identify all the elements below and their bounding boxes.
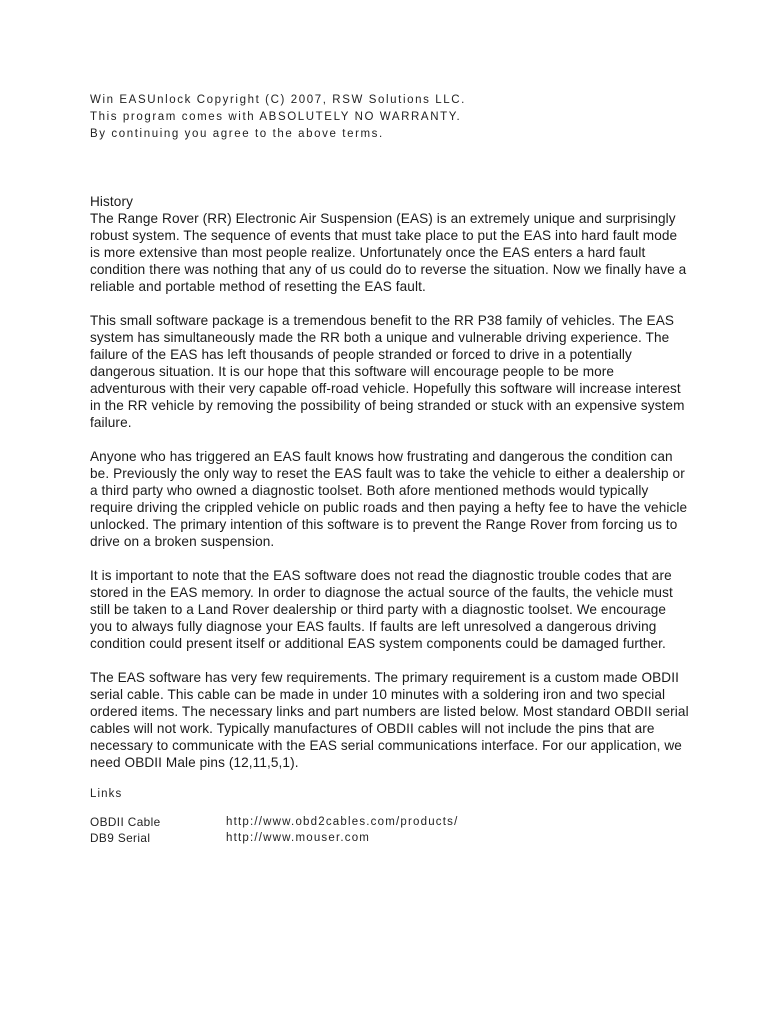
link-row xyxy=(90,830,690,846)
terms-line: By continuing you agree to the above terms. xyxy=(90,128,384,140)
history-heading: History xyxy=(90,194,133,209)
link-name: OBDII Cable xyxy=(90,815,161,829)
history-paragraph: The Range Rover (RR) Electronic Air Suspension (EAS) is an extremely unique and surprisingly robust system. The sequence of events that must take place to put the EAS into hard fault mode is more extensive than most people realize. Unfortunately once the EAS enters a hard fault condition there was nothing that any of us could do to reverse the situation. Now we finally have a reliable and portable method of resetting the EAS fault. xyxy=(90,211,687,294)
history-paragraph: Anyone who has triggered an EAS fault knows how frustrating and dangerous the condition can be. Previously the only way to reset the EAS fault was to take the vehicle to either a dealership or a third party who owned a diagnostic toolset. Both afore mentioned methods would typically require driving the crippled vehicle on public roads and then paying a hefty fee to have the vehicle unlocked. The primary intention of this software is to prevent the Range Rover from forcing us to drive on a broken suspension. xyxy=(90,449,688,549)
warranty-line: This program comes with ABSOLUTELY NO WARRANTY. xyxy=(90,111,462,123)
history-paragraph: It is important to note that the EAS software does not read the diagnostic trouble codes that are stored in the EAS memory. In order to diagnose the actual source of the faults, the vehicle must still be taken to a Land Rover dealership or third party with a diagnostic toolset. We encourage you to always fully diagnose your EAS faults. If faults are left unresolved a dangerous driving condition could present itself or additional EAS system components could be damaged further. xyxy=(90,568,673,651)
copyright-line: Win EASUnlock Copyright (C) 2007, RSW Solutions LLC. xyxy=(90,94,466,106)
link-url[interactable]: http://www.obd2cables.com/products/ xyxy=(226,816,459,828)
links-section xyxy=(90,788,690,846)
history-paragraph: The EAS software has very few requirements. The primary requirement is a custom made OBDII serial cable. This cable can be made in under 10 minutes with a soldering iron and two special ordered items. The necessary links and part numbers are listed below. Most standard OBDII serial cables will not work. Typically manufactures of OBDII cables will not include the pins that are necessary to communicate with the EAS serial communications interface. For our application, we need OBDII Male pins (12,11,5,1). xyxy=(90,670,689,770)
document-page xyxy=(90,92,690,846)
link-url[interactable]: http://www.mouser.com xyxy=(226,832,371,844)
history-section xyxy=(90,193,690,771)
link-name: DB9 Serial xyxy=(90,831,151,845)
history-paragraph: This small software package is a tremendous benefit to the RR P38 family of vehicles. The EAS system has simultaneously made the RR both a unique and vulnerable driving experience. The failure of the EAS has left thousands of people stranded or forced to drive in a potentially dangerous situation. It is our hope that this software will encourage people to be more adventurous with their very capable off-road vehicle. Hopefully this software will increase interest in the RR vehicle by removing the possibility of being stranded or stuck with an expensive system failure. xyxy=(90,313,685,430)
link-row xyxy=(90,814,690,830)
links-heading: Links xyxy=(90,788,123,800)
copyright-notice xyxy=(90,92,690,143)
